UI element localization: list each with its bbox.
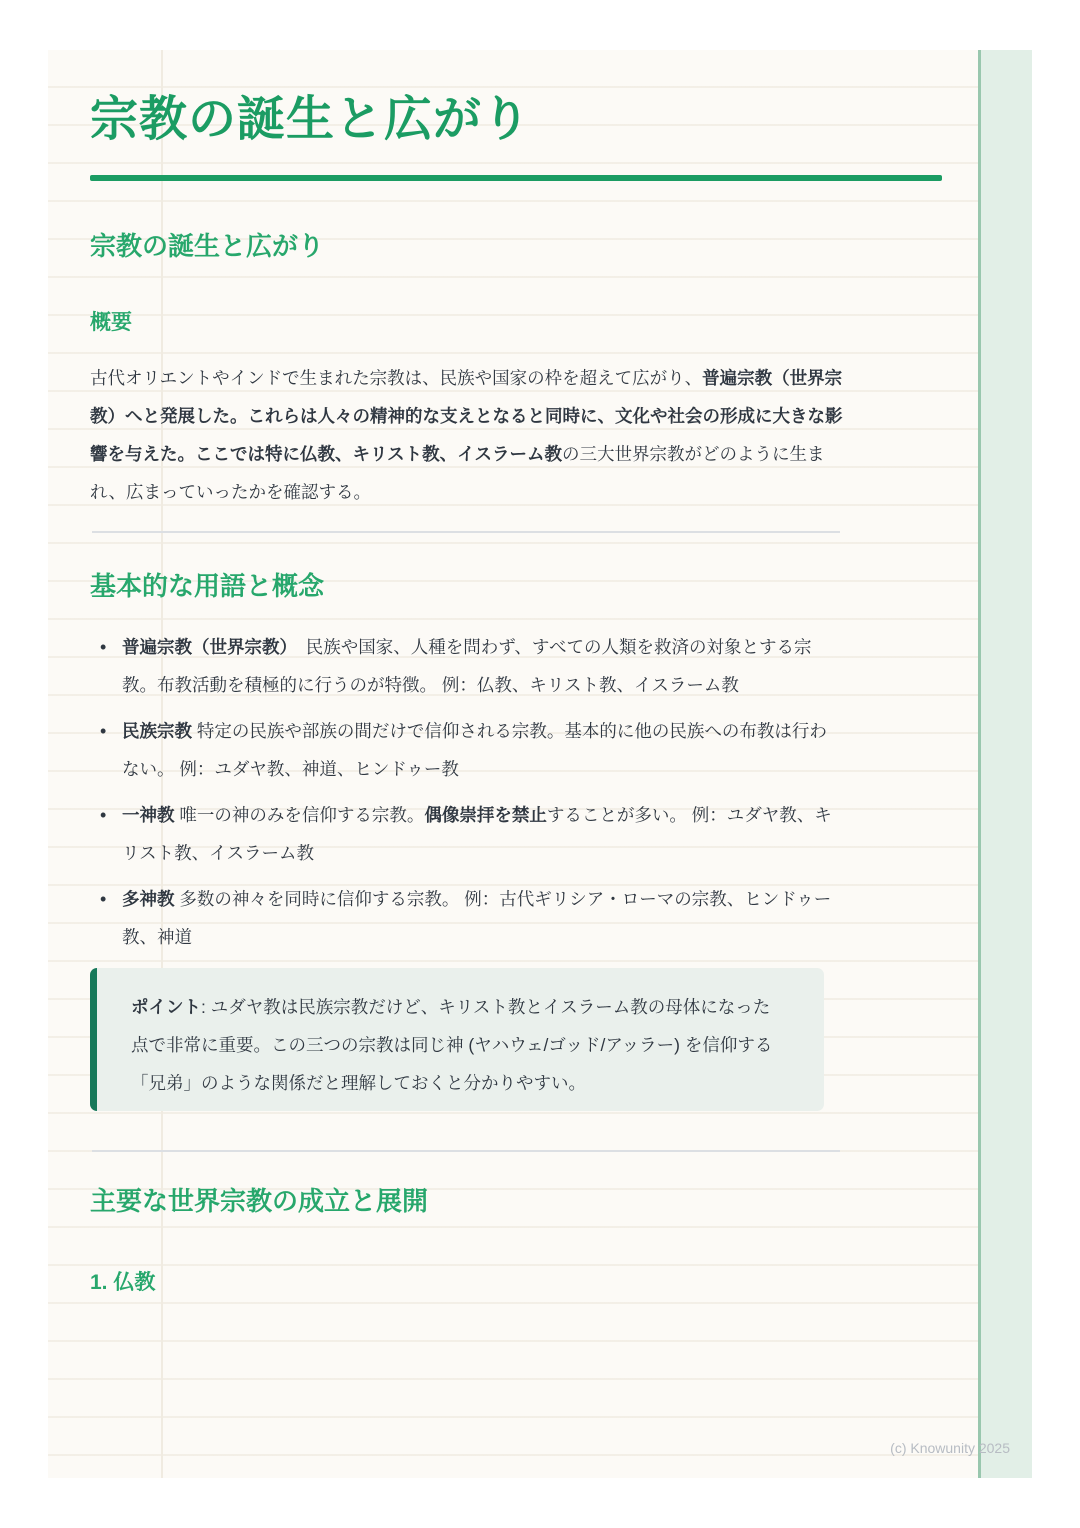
callout-text <box>131 997 772 1093</box>
text-segment: することが多い。 例：ユダヤ教、キリスト教、イスラーム教 <box>122 805 832 864</box>
subsection-heading-buddhism: 1. 仏教 <box>90 1270 156 1294</box>
intro-paragraph <box>90 359 846 511</box>
text-segment: : ユダヤ教は民族宗教だけど、キリスト教とイスラーム教の母体になった点で非常に重要。この三つの宗教は同じ神 (ヤハウェ/ゴッド/アッラー) を信仰する「兄弟」のような関係だと理解しておくと分かりやすい。 <box>131 997 773 1094</box>
bold-text-segment: 普遍宗教（世界宗教） <box>122 637 289 658</box>
title-underline <box>90 175 942 181</box>
footer-copyright: (c) Knowunity 2025 <box>890 1440 1010 1456</box>
bold-text-segment: 多神教 <box>122 889 175 910</box>
term-item-monotheism <box>90 796 840 872</box>
document-content <box>48 50 948 1295</box>
text-segment: 多数の神々を同時に信仰する宗教。 例：古代ギリシア・ローマの宗教、ヒンドゥー教、神道 <box>122 889 832 948</box>
bold-text-segment: 民族宗教 <box>122 721 192 742</box>
section-heading-terms: 基本的な用語と概念 <box>90 571 325 602</box>
text-segment: 民族や国家、人種を問わず、すべての人類を救済の対象とする宗教。布教活動を積極的に行うのが特徴。 例：仏教、キリスト教、イスラーム教 <box>122 637 812 696</box>
bold-text-segment: 普遍宗教（世界宗教）へと発展した。これらは人々の精神的な支えとなると同時に、文化や社会の形成に大きな影響を与えた。ここでは特に仏教、キリスト教、イスラーム教 <box>90 368 843 465</box>
section-heading-religions: 主要な世界宗教の成立と展開 <box>90 1186 429 1217</box>
note-card <box>48 50 1032 1478</box>
term-item-universal-religion <box>90 628 840 704</box>
callout-box <box>90 968 824 1111</box>
bold-text-segment: 一神教 <box>122 805 175 826</box>
subsection-heading-overview: 概要 <box>90 310 132 334</box>
section-heading-intro: 宗教の誕生と広がり <box>90 230 325 261</box>
accent-stripe <box>978 50 1032 1478</box>
terms-list <box>90 628 840 956</box>
page-title: 宗教の誕生と広がり <box>90 93 532 146</box>
section-divider <box>92 1150 840 1152</box>
bold-text-segment: 偶像崇拝を禁止 <box>424 805 547 826</box>
text-segment: 特定の民族や部族の間だけで信仰される宗教。基本的に他の民族への布教は行わない。 例：ユダヤ教、神道、ヒンドゥー教 <box>122 721 827 780</box>
term-item-ethnic-religion <box>90 712 840 788</box>
section-divider <box>92 531 840 533</box>
text-segment: の三大世界宗教がどのように生まれ、広まっていったかを確認する。 <box>90 444 825 503</box>
text-segment: 古代オリエントやインドで生まれた宗教は、民族や国家の枠を超えて広がり、 <box>90 368 703 389</box>
term-item-polytheism <box>90 880 840 956</box>
bold-text-segment: ポイント <box>131 997 201 1018</box>
text-segment: 唯一の神のみを信仰する宗教。 <box>174 805 425 826</box>
